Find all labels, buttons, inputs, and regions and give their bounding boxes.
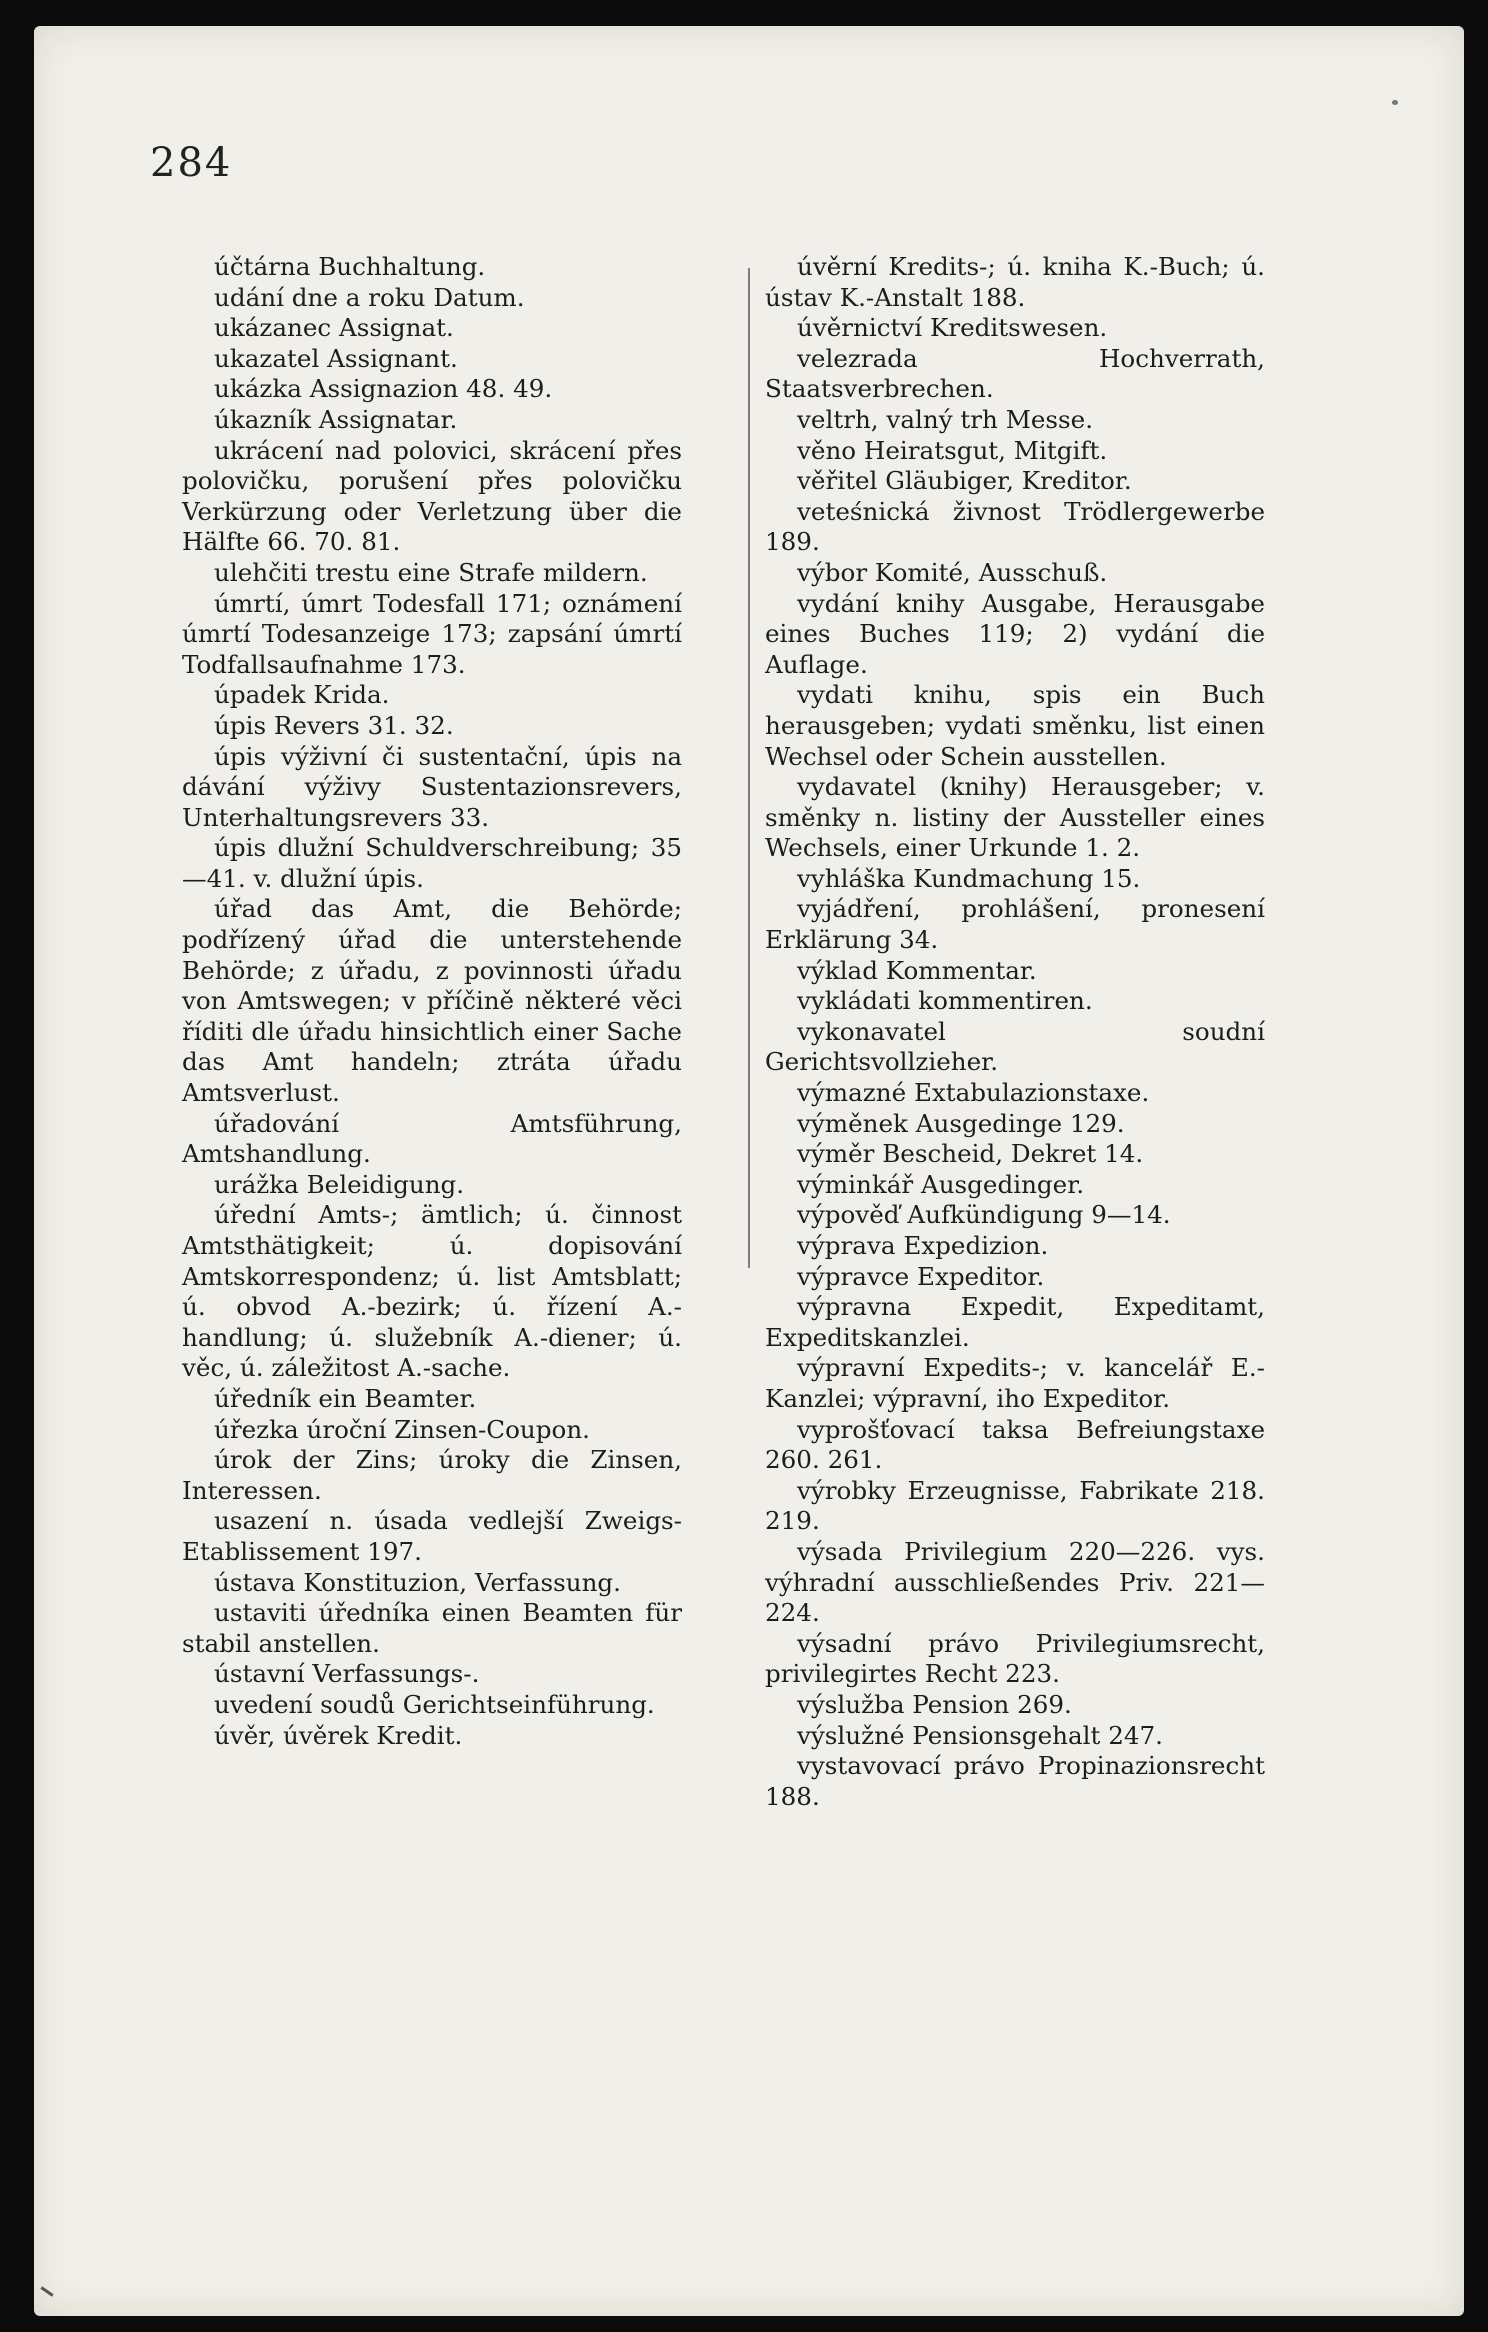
dictionary-entry: ukazatel Assignant. — [214, 343, 458, 373]
dictionary-entry: úředník ein Beamter. — [214, 1383, 477, 1413]
dictionary-entry: úřední Amts-; ämtlich; ú. činnost Amtsthätigkeit; ú. dopisování Amtskorrespondenz; ú. list Amtsblatt; ú. obvod A.-bezirk; ú. řízení A.-handlung; ú. služebník A.-diener; ú. věc, ú. záležitost A.-sache. — [182, 1200, 682, 1383]
dictionary-entry: úrok der Zins; úroky die Zinsen, Interessen. — [182, 1445, 682, 1505]
dictionary-entry: výklad Kommentar. — [797, 955, 1037, 985]
dictionary-entry: ukázanec Assignat. — [214, 313, 454, 343]
dictionary-entry: úřezka úroční Zinsen-Coupon. — [214, 1414, 590, 1444]
dictionary-entry: úvěr, úvěrek Kredit. — [214, 1720, 463, 1750]
dictionary-entry: vystavovací právo Propinazionsrecht 188. — [765, 1751, 1265, 1811]
page-speck — [1392, 100, 1398, 105]
dictionary-entry: veteśnická živnost Trödlergewerbe 189. — [765, 496, 1265, 557]
dictionary-entry: výměr Bescheid, Dekret 14. — [797, 1139, 1144, 1169]
dictionary-entry: výslužba Pension 269. — [797, 1689, 1072, 1719]
dictionary-entry: udání dne a roku Datum. — [214, 282, 525, 312]
dictionary-entry: vykládati kommentiren. — [797, 986, 1093, 1016]
dictionary-entry: výpravce Expeditor. — [797, 1261, 1045, 1291]
dictionary-entry: věno Heiratsgut, Mitgift. — [797, 435, 1108, 465]
dictionary-entry: vydati knihu, spis ein Buch herausgeben; vydati směnku, list einen Wechsel oder Schein ausstellen. — [765, 680, 1265, 771]
dictionary-entry: výprava Expedizion. — [797, 1231, 1049, 1260]
dictionary-entry: uvedení soudů Gerichtseinführung. — [214, 1689, 655, 1719]
dictionary-entry: úpis Revers 31. 32. — [214, 710, 454, 740]
dictionary-entry: usazení n. úsada vedlejší Zweigs-Etablissement 197. — [182, 1506, 682, 1566]
dictionary-entry: urážka Beleidigung. — [214, 1169, 465, 1199]
dictionary-entry: úpis dlužní Schuldverschreibung; 35—41. v. dlužní úpis. — [182, 833, 682, 893]
dictionary-entry: výsada Privilegium 220—226. vys. výhradní ausschließendes Priv. 221—224. — [765, 1536, 1265, 1628]
dictionary-entry: věřitel Gläubiger, Kreditor. — [797, 466, 1132, 496]
dictionary-entry: výminkář Ausgedinger. — [797, 1169, 1085, 1199]
dictionary-entry: vykonavatel soudní Gerichtsvollzieher. — [765, 1016, 1265, 1077]
dictionary-entry: výslužné Pensionsgehalt 247. — [797, 1720, 1163, 1750]
dictionary-entry: úpis výživní či sustentační, úpis na dávání výživy Sustentazionsrevers, Unterhaltungsrevers 33. — [182, 741, 682, 832]
dictionary-entry: úpadek Krida. — [214, 680, 390, 710]
dictionary-entry: vyhláška Kundmachung 15. — [797, 863, 1141, 893]
dictionary-entry: úřadování Amtsführung, Amtshandlung. — [182, 1108, 682, 1169]
dictionary-entry: vyprošťovací taksa Befreiungstaxe 260. 261. — [765, 1414, 1265, 1475]
dictionary-entry: velezrada Hochverrath, Staatsverbrechen. — [765, 343, 1265, 404]
dictionary-entry: ukrácení nad polovici, skrácení přes polovičku, porušení přes polovičku Verkürzung oder Verletzung über die Hälfte 66. 70. 81. — [182, 435, 682, 557]
dictionary-entry: úkazník Assignatar. — [214, 404, 458, 434]
column-divider — [748, 268, 750, 1268]
dictionary-entry: ústavní Verfassungs-. — [214, 1659, 480, 1689]
dictionary-entry: výpravní Expedits-; v. kancelář E.-Kanzlei; výpravní, iho Expeditor. — [765, 1353, 1265, 1413]
left-column — [182, 252, 682, 1751]
dictionary-entry: výbor Komité, Ausschuß. — [797, 557, 1108, 587]
dictionary-entry: ulehčiti trestu eine Strafe mildern. — [214, 557, 648, 587]
dictionary-entry: vyjádření, prohlášení, pronesení Erklärung 34. — [765, 894, 1265, 955]
dictionary-entry: úřad das Amt, die Behörde; podřízený úřad die unterstehende Behörde; z úřadu, z povinnosti úřadu von Amtswegen; v příčině některé věci říditi dle úřadu hinsichtlich einer Sache das Amt handeln; ztráta úřadu Amtsverlust. — [182, 894, 682, 1108]
dictionary-entry: výpravna Expedit, Expeditamt, Expeditskanzlei. — [765, 1292, 1265, 1352]
dictionary-entry: veltrh, valný trh Messe. — [797, 404, 1094, 434]
dictionary-entry: úvěrní Kredits-; ú. kniha K.-Buch; ú. ústav K.-Anstalt 188. — [765, 252, 1265, 312]
page-number: 284 — [150, 140, 233, 186]
dictionary-entry: vydavatel (knihy) Herausgeber; v. směnky n. listiny der Aussteller eines Wechsels, einer Urkunde 1. 2. — [765, 772, 1265, 863]
dictionary-entry: výsadní právo Privilegiumsrecht, privilegirtes Recht 223. — [765, 1628, 1265, 1689]
dictionary-entry: výmazné Extabulazionstaxe. — [797, 1078, 1150, 1108]
dictionary-entry: úmrtí, úmrt Todesfall 171; oznámení úmrtí Todesanzeige 173; zapsání úmrtí Todfallsaufnahme 173. — [182, 588, 682, 679]
dictionary-entry: výpověď Aufkündigung 9—14. — [797, 1200, 1171, 1230]
dictionary-entry: výrobky Erzeugnisse, Fabrikate 218. 219. — [765, 1475, 1265, 1536]
dictionary-entry: vydání knihy Ausgabe, Herausgabe eines Buches 119; 2) vydání die Auflage. — [765, 588, 1265, 679]
right-column — [765, 252, 1265, 1812]
dictionary-entry: ukázka Assignazion 48. 49. — [214, 374, 553, 404]
dictionary-entry: účtárna Buchhaltung. — [214, 252, 486, 281]
dictionary-entry: úvěrnictví Kreditswesen. — [797, 313, 1108, 343]
dictionary-entry: ústava Konstituzion, Verfassung. — [214, 1567, 621, 1597]
dictionary-entry: ustaviti úředníka einen Beamten für stabil anstellen. — [182, 1598, 682, 1658]
dictionary-entry: výměnek Ausgedinge 129. — [797, 1108, 1125, 1138]
